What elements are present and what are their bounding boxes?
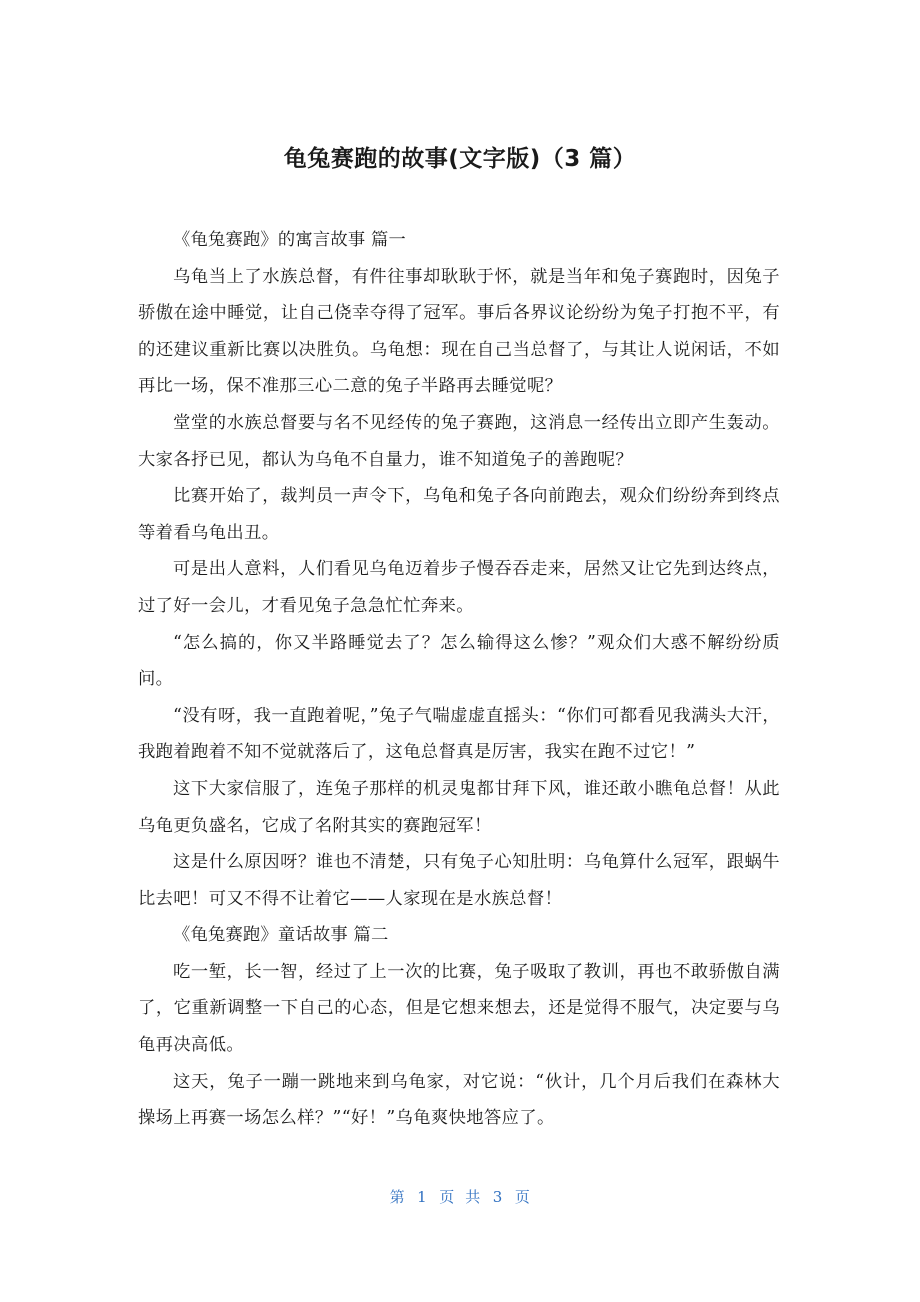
footer-total-pages: 3 (492, 1188, 503, 1206)
paragraph: 吃一堑，长一智，经过了上一次的比赛，兔子吸取了教训，再也不敢骄傲自满了，它重新调整一下自己的心态，但是它想来想去，还是觉得不服气，决定要与乌龟再决高低。 (138, 961, 780, 1056)
footer-label-end: 页 (514, 1188, 531, 1206)
paragraph: 堂堂的水族总督要与名不见经传的兔子赛跑，这消息一经传出立即产生轰动。大家各抒已见，都认为乌龟不自量力，谁不知道兔子的善跑呢？ (138, 412, 780, 470)
paragraph: 这下大家信服了，连兔子那样的机灵鬼都甘拜下风，谁还敢小瞧龟总督！从此乌龟更负盛名，它成了名附其实的赛跑冠军！ (138, 778, 780, 836)
paragraph: “没有呀，我一直跑着呢，”兔子气喘虚虚直摇头：“你们可都看见我满头大汗，我跑着跑着不知不觉就落后了，这龟总督真是厉害，我实在跑不过它！” (138, 705, 780, 763)
page-footer (0, 1186, 920, 1207)
footer-label-page: 第 (389, 1188, 406, 1206)
paragraph: 比赛开始了，裁判员一声令下，乌龟和兔子各向前跑去，观众们纷纷奔到终点等着看乌龟出丑。 (138, 486, 780, 543)
paragraph: “怎么搞的，你又半路睡觉去了？怎么输得这么惨？”观众们大惑不解纷纷质问。 (138, 632, 780, 690)
document-body (138, 222, 780, 1137)
footer-label-of: 页 共 (439, 1188, 481, 1206)
document-title: 龟兔赛跑的故事(文字版)（3 篇） (283, 146, 637, 172)
paragraph: 乌龟当上了水族总督，有件往事却耿耿于怀，就是当年和兔子赛跑时，因兔子骄傲在途中睡觉，让自己侥幸夺得了冠军。事后各界议论纷纷为兔子打抱不平，有的还建议重新比赛以决胜负。乌龟想：现在自己当总督了，与其让人说闲话，不如再比一场，保不准那三心二意的兔子半路再去睡觉呢？ (138, 266, 780, 397)
paragraph: 这是什么原因呀？谁也不清楚，只有兔子心知肚明：乌龟算什么冠军，跟蜗牛比去吧！可又不得不让着它——人家现在是水族总督！ (138, 852, 780, 909)
section-heading-1: 《龟兔赛跑》的寓言故事 篇一 (173, 230, 406, 250)
paragraph: 可是出人意料，人们看见乌龟迈着步子慢吞吞走来，居然又让它先到达终点，过了好一会儿，才看见兔子急急忙忙奔来。 (138, 559, 780, 616)
paragraph: 这天，兔子一蹦一跳地来到乌龟家，对它说：“伙计，几个月后我们在森林大操场上再赛一场怎么样？”“好！”乌龟爽快地答应了。 (138, 1071, 780, 1129)
section-heading-2: 《龟兔赛跑》童话故事 篇二 (173, 925, 389, 946)
footer-current-page: 1 (417, 1188, 428, 1206)
